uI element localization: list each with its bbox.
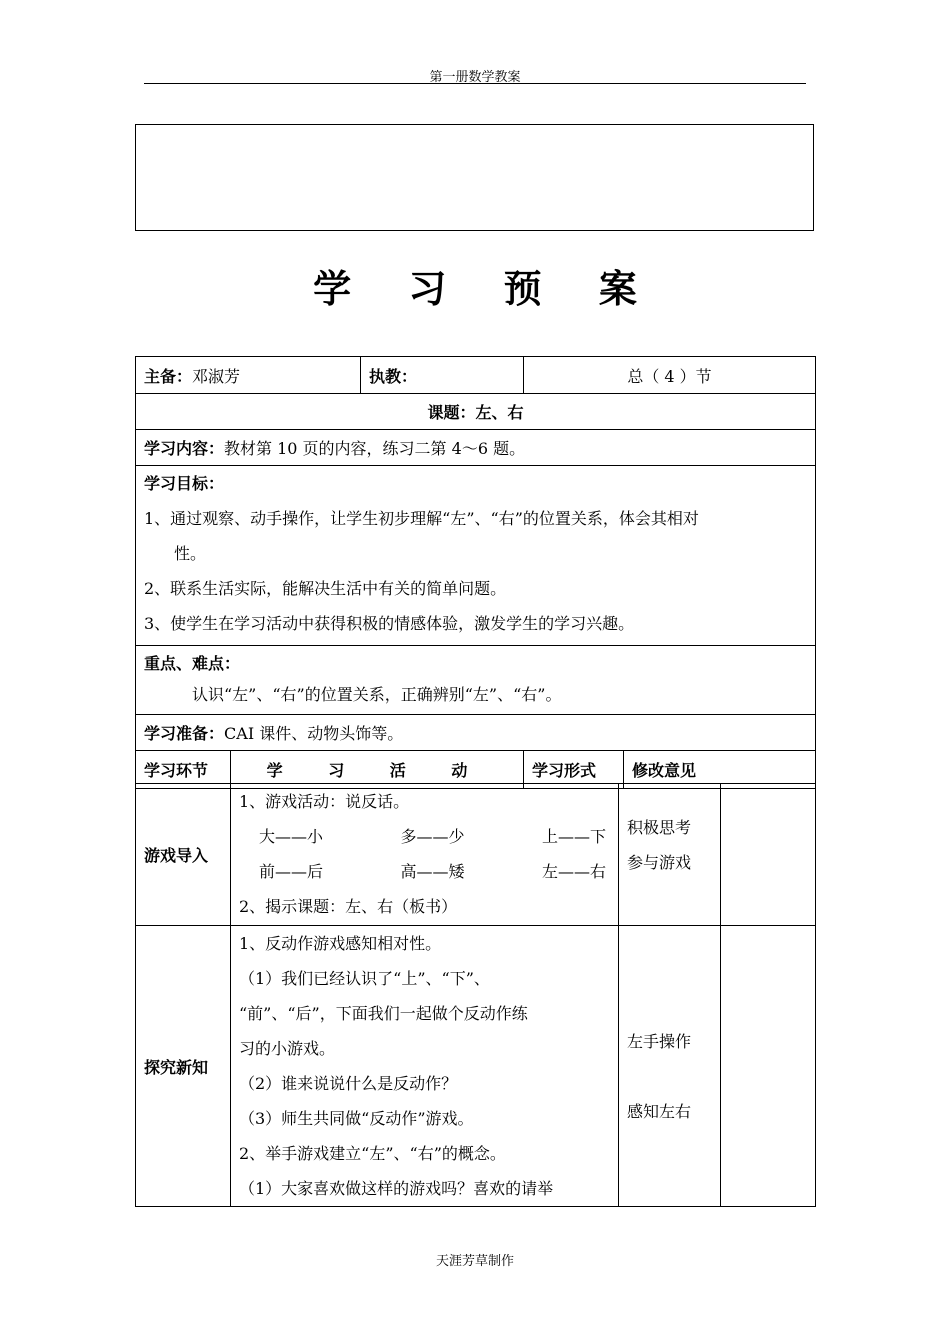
key-points-row	[136, 646, 816, 715]
stage-cell: 探究新知	[136, 926, 231, 1207]
document-title: 学 习 预 案	[313, 267, 659, 311]
activity-cell	[231, 926, 619, 1207]
goal-item: 2、联系生活实际，能解决生活中有关的简单问题。	[144, 579, 507, 598]
preparation-row	[136, 715, 816, 751]
teacher-cell	[361, 357, 524, 394]
activity-line: （1）大家喜欢做这样的游戏吗？喜欢的请举	[239, 1179, 554, 1198]
content-label: 学习内容：	[144, 439, 225, 458]
opposite-pairs-row	[239, 854, 610, 889]
activity-cell	[231, 784, 619, 926]
total-lessons-cell	[524, 357, 816, 394]
goals-label: 学习目标：	[144, 474, 225, 493]
content-cell	[136, 430, 816, 466]
goals-cell	[136, 466, 816, 646]
opposite-pair: 前——后	[259, 862, 324, 881]
page-header: 第一册数学教案	[429, 70, 521, 85]
activity-line: 习的小游戏。	[239, 1039, 336, 1058]
lead-teacher-name: 邓淑芳	[192, 366, 241, 386]
lead-teacher-label: 主备：	[144, 366, 193, 386]
opposite-pair: 多——少	[400, 827, 465, 846]
form-item: 左手操作	[627, 1032, 692, 1051]
goals-row	[136, 466, 816, 646]
activity-line: 2、揭示课题：左、右（板书）	[239, 897, 458, 916]
opposite-pair: 上——下	[541, 827, 606, 846]
col-header-form: 学习形式	[524, 751, 624, 789]
key-points-text: 认识“左”、“右”的位置关系，正确辨别“左”、“右”。	[192, 685, 562, 704]
key-points-cell	[136, 646, 816, 715]
topic-label: 课题：	[427, 403, 476, 422]
col-header-stage: 学习环节	[136, 751, 231, 789]
stage-cell: 游戏导入	[136, 784, 231, 926]
goal-item-continued: 性。	[174, 544, 207, 563]
form-cell	[619, 926, 721, 1207]
activity-line: （1）我们已经认识了“上”、“下”、	[239, 969, 490, 988]
form-cell	[619, 784, 721, 926]
activity-line: 2、举手游戏建立“左”、“右”的概念。	[239, 1144, 506, 1163]
goal-item: 3、使学生在学习活动中获得积极的情感体验，激发学生的学习兴趣。	[144, 614, 635, 633]
content-value: 教材第 10 页的内容，练习二第 4～6 题。	[224, 439, 526, 458]
info-row	[136, 357, 816, 394]
blank-box	[135, 124, 814, 231]
lesson-plan-table	[135, 356, 816, 789]
preparation-value: CAI 课件、动物头饰等。	[224, 724, 404, 743]
notes-cell	[721, 926, 816, 1207]
notes-cell	[721, 784, 816, 926]
opposite-pair: 左——右	[541, 862, 606, 881]
page-footer: 天涯芳草制作	[435, 1254, 514, 1269]
total-lessons: 总（ 4 ）节	[627, 366, 712, 386]
opposite-pair: 大——小	[259, 827, 324, 846]
key-points-label: 重点、难点：	[144, 654, 241, 673]
activity-line: （3）师生共同做“反动作”游戏。	[239, 1109, 474, 1128]
col-header-notes: 修改意见	[624, 751, 816, 789]
form-item: 积极思考	[627, 818, 692, 837]
activity-table	[135, 783, 816, 1207]
preparation-label: 学习准备：	[144, 724, 225, 743]
opposite-pair: 高——矮	[400, 862, 465, 881]
activity-row-game	[136, 784, 816, 926]
topic-cell	[136, 394, 816, 430]
lead-teacher-cell	[136, 357, 361, 394]
form-item: 感知左右	[627, 1102, 692, 1121]
activity-line: “前”、“后”，下面我们一起做个反动作练	[239, 1004, 528, 1023]
opposite-pairs-row	[239, 819, 610, 854]
activity-line: （2）谁来说说什么是反动作？	[239, 1074, 458, 1093]
goal-item: 1、通过观察、动手操作，让学生初步理解“左”、“右”的位置关系，体会其相对	[144, 509, 699, 528]
preparation-cell	[136, 715, 816, 751]
header-rule	[144, 83, 806, 84]
col-header-activity: 学 习 活 动	[231, 751, 524, 789]
activity-line: 1、反动作游戏感知相对性。	[239, 934, 442, 953]
form-item: 参与游戏	[627, 853, 692, 872]
teacher-label: 执教：	[369, 366, 418, 386]
content-row	[136, 430, 816, 466]
activity-row-explore	[136, 926, 816, 1207]
topic-value: 左、右	[475, 403, 524, 422]
topic-row	[136, 394, 816, 430]
activity-line: 1、游戏活动：说反话。	[239, 792, 410, 811]
